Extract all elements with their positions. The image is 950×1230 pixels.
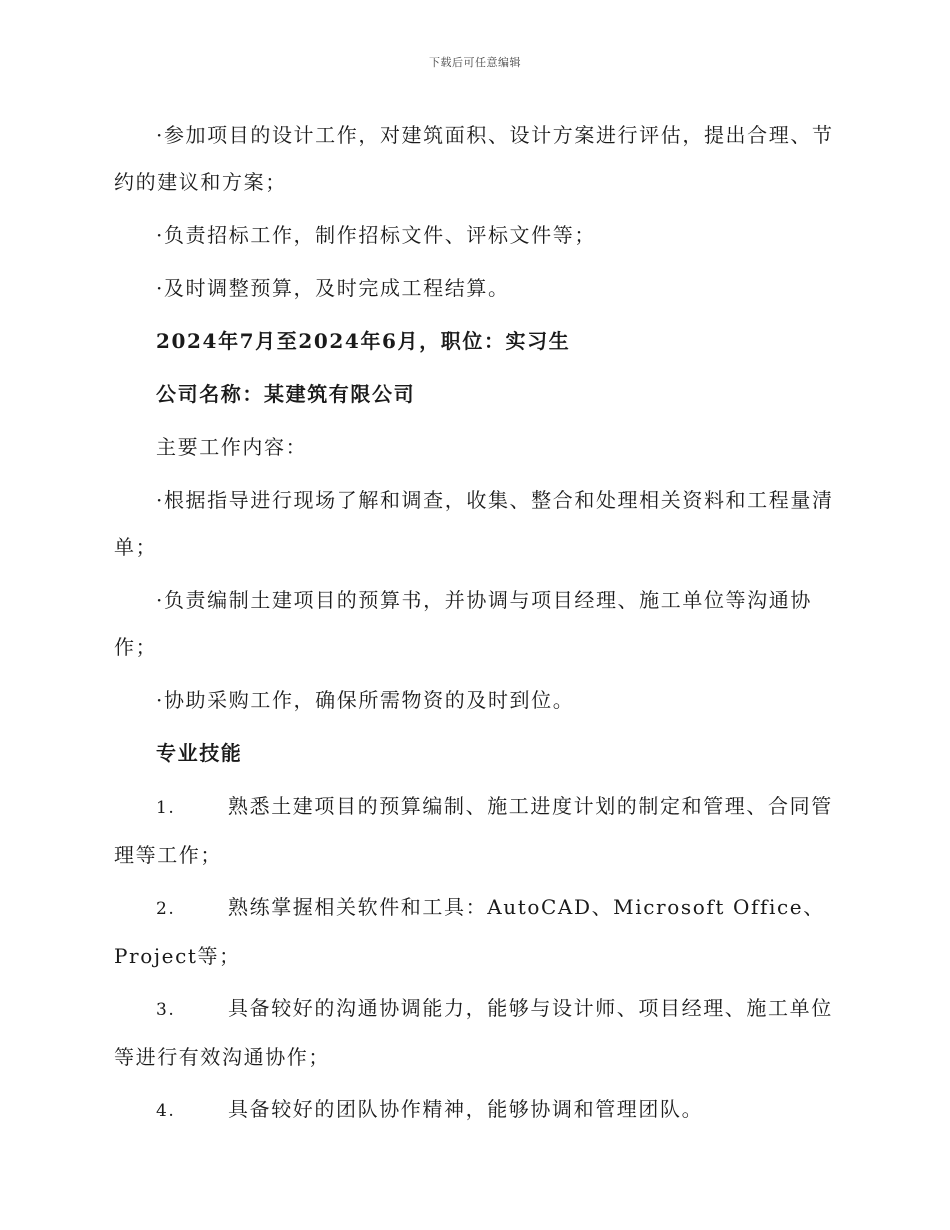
job-period-heading: 2024年7月至2024年6月，职位：实习生: [156, 329, 571, 353]
skill-number: 1.: [156, 798, 176, 818]
skill-number: 4.: [156, 1101, 176, 1121]
skill-item: [114, 1086, 834, 1135]
page-header: 下载后可任意编辑: [429, 56, 521, 69]
skills-heading: 专业技能: [156, 741, 243, 765]
duty-item-bidding: ·负责招标工作，制作招标文件、评标文件等；: [156, 223, 596, 247]
company-name-heading: 公司名称：某建筑有限公司: [156, 382, 416, 406]
skills-list: [114, 783, 834, 1135]
duty-item-budget: ·及时调整预算，及时完成工程结算。: [156, 276, 510, 300]
duty-item-survey: ·根据指导进行现场了解和调查，收集、整合和处理相关资料和工程量清单；: [114, 488, 834, 559]
duty-item-procurement: ·协助采购工作，确保所需物资的及时到位。: [156, 688, 575, 712]
skill-number: 3.: [156, 1000, 176, 1020]
skill-number: 2.: [156, 899, 176, 919]
skill-item: [114, 783, 834, 879]
skill-item: [114, 985, 834, 1081]
document-body: [114, 112, 834, 1135]
skill-text: 熟练掌握相关软件和工具：AutoCAD、Microsoft Office、Project等；: [114, 895, 825, 968]
skill-text: 具备较好的团队协作精神，能够协调和管理团队。: [228, 1097, 704, 1121]
duty-item-design: ·参加项目的设计工作，对建筑面积、设计方案进行评估，提出合理、节约的建议和方案；: [114, 123, 834, 194]
skill-text: 熟悉土建项目的预算编制、施工进度计划的制定和管理、合同管理等工作；: [114, 794, 833, 867]
skill-text: 具备较好的沟通协调能力，能够与设计师、项目经理、施工单位等进行有效沟通协作；: [114, 996, 833, 1069]
main-work-label: 主要工作内容：: [156, 435, 308, 459]
duty-item-estimate: ·负责编制土建项目的预算书，并协调与项目经理、施工单位等沟通协作；: [114, 588, 812, 659]
skill-item: [114, 884, 834, 980]
